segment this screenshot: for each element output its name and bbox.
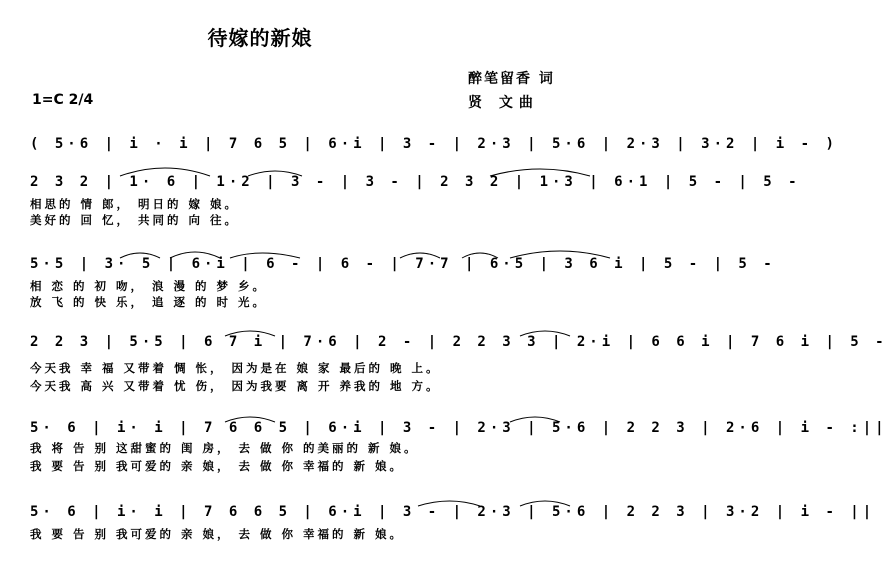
lyric-line: 相思的 情 郎， 明日的 嫁 娘。	[30, 197, 240, 211]
song-title: 待嫁的新娘	[207, 26, 313, 50]
notation-line: ( 5·6 | i · i | 7 6 5 | 6·i | 3 - | 2·3 | 5·6 | 2·3 | 3·2 | i - )	[30, 136, 838, 152]
lyric-line: 今天我 幸 福 又带着 惆 怅， 因为是在 娘 家 最后的 晚 上。	[30, 361, 441, 375]
notation-line: 2 2 3 | 5·5 | 6 7 i | 7·6 | 2 - | 2 2 3 3 | 2·i | 6 6 i | 7 6 i | 5 -	[30, 334, 888, 350]
notation-line: 5· 6 | i· i | 7 6 6 5 | 6·i | 3 - | 2·3 | 5·6 | 2 2 3 | 2·6 | i - :||	[30, 420, 888, 436]
lyric-line: 美好的 回 忆， 共同的 向 往。	[30, 213, 240, 227]
notation-line: 5· 6 | i· i | 7 6 6 5 | 6·i | 3 - | 2·3 | 5·6 | 2 2 3 | 3·2 | i - ||	[30, 504, 876, 520]
lyric-line: 我 要 告 别 我可爱的 亲 娘， 去 做 你 幸福的 新 娘。	[30, 459, 405, 473]
score-system-1	[30, 128, 838, 160]
notation-line: 2 3 2 | 1· 6 | 1·2 | 3 - | 3 - | 2 3 2 | 1·3 | 6·1 | 5 - | 5 -	[30, 174, 801, 190]
lyricist-credit: 醉笔留香 词	[468, 71, 555, 87]
score-system-2	[30, 166, 801, 198]
notation-line: 5·5 | 3· 5 | 6·i | 6 - | 6 - | 7·7 | 6·5 | 3 6 i | 5 - | 5 -	[30, 256, 776, 272]
lyric-line: 今天我 高 兴 又带着 忧 伤， 因为我要 离 开 养我的 地 方。	[30, 379, 441, 393]
score-system-3	[30, 248, 776, 280]
key-signature: 1=C 2/4	[32, 92, 94, 108]
lyric-line: 放 飞 的 快 乐， 追 逐 的 时 光。	[30, 295, 268, 309]
lyric-line: 我 将 告 别 这甜蜜的 闺 房， 去 做 你 的美丽的 新 娘。	[30, 441, 419, 455]
score-system-6	[30, 496, 876, 528]
lyric-line: 相 恋 的 初 吻， 浪 漫 的 梦 乡。	[30, 279, 268, 293]
score-system-4	[30, 326, 888, 358]
lyric-line: 我 要 告 别 我可爱的 亲 娘， 去 做 你 幸福的 新 娘。	[30, 527, 405, 541]
composer-credit: 贤 文曲	[468, 95, 539, 111]
